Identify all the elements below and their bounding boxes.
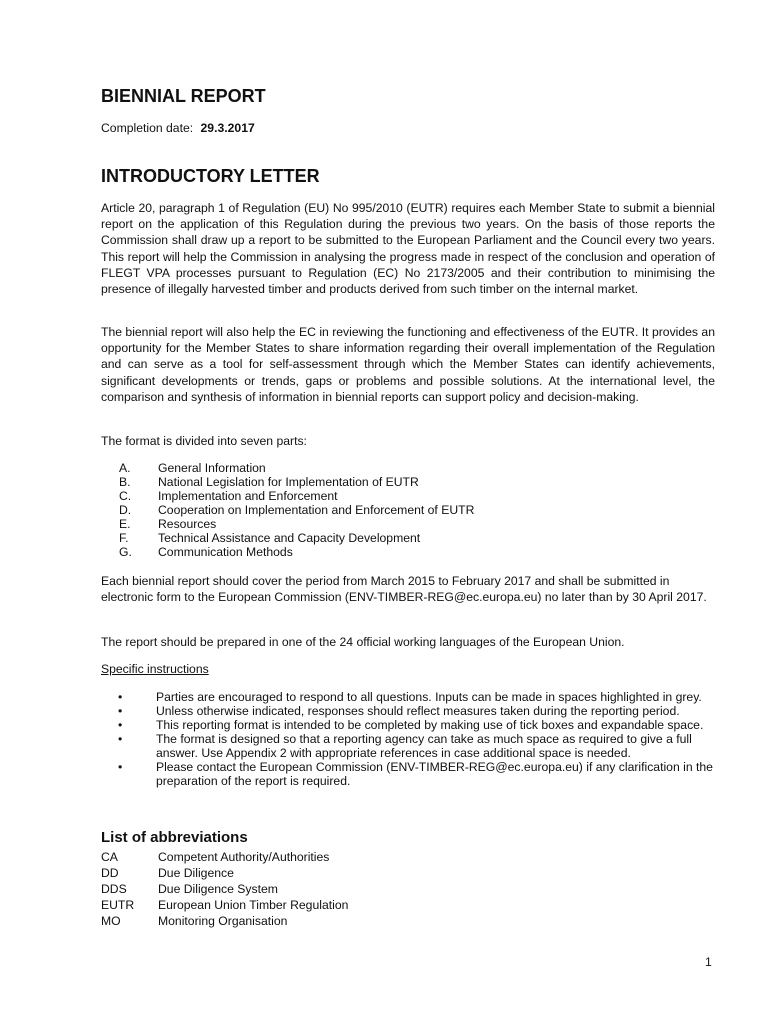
submission-paragraph: Each biennial report should cover the period from March 2015 to February 2017 and shall be submitted in electronic form to the European Commission (ENV-TIMBER-REG@ec.europa.eu) no later than by 30 April 2017. [101,574,707,605]
list-item [101,531,474,545]
bullet-icon: • [118,760,123,774]
part-text: Communication Methods [158,545,293,559]
completion-label: Completion date: [101,121,194,135]
bullet-icon: • [118,704,123,718]
abbreviations-list [101,849,348,929]
part-letter: B. [119,475,131,489]
parts-list [101,461,474,559]
completion-value: 29.3.2017 [200,121,255,135]
specific-instructions-heading: Specific instructions [101,662,209,676]
part-letter: E. [119,517,131,531]
part-text: Technical Assistance and Capacity Development [158,531,421,545]
instruction-text: This reporting format is intended to be completed by making use of tick boxes and expandable space. [155,718,704,732]
list-item [101,718,715,732]
introductory-letter-heading: INTRODUCTORY LETTER [101,166,320,186]
part-letter: C. [119,489,132,503]
format-intro: The format is divided into seven parts: [101,434,307,448]
abbr-code: DD [101,866,119,880]
instruction-text: The format is designed so that a reporting agency can take as much space as required to give a full answer. Use Appendix 2 with appropriate references in case additional space is needed. [155,732,692,760]
list-item [101,732,715,760]
completion-date [101,121,255,135]
abbr-code: DDS [101,882,127,896]
list-item [101,545,474,559]
part-letter: G. [119,545,132,559]
abbreviations-heading: List of abbreviations [101,829,248,846]
list-item [101,489,474,503]
list-item [101,475,474,489]
list-item [101,881,348,897]
abbr-meaning: Due Diligence System [158,882,278,896]
bullet-icon: • [118,732,123,746]
abbr-meaning: European Union Timber Regulation [158,898,349,912]
part-text: Cooperation on Implementation and Enforcement of EUTR [158,503,475,517]
abbr-code: CA [101,850,118,864]
list-item [101,461,474,475]
part-text: Resources [158,517,217,531]
part-text: General Information [158,461,266,475]
instruction-text: Parties are encouraged to respond to all questions. Inputs can be made in spaces highlighted in grey. [155,690,702,704]
abbr-code: MO [101,914,121,928]
part-text: Implementation and Enforcement [158,489,338,503]
instruction-text: Please contact the European Commission (ENV-TIMBER-REG@ec.europa.eu) if any clarification in the preparation of the report is required. [155,760,713,788]
part-letter: A. [119,461,131,475]
list-item [101,897,348,913]
part-letter: D. [119,503,132,517]
list-item [101,690,715,704]
language-paragraph: The report should be prepared in one of the 24 official working languages of the European Union. [101,635,625,649]
report-title: BIENNIAL REPORT [101,86,266,106]
list-item [101,913,348,929]
part-text: National Legislation for Implementation of EUTR [158,475,419,489]
abbr-meaning: Monitoring Organisation [158,914,288,928]
page-number: 1 [705,955,712,969]
bullet-icon: • [118,690,123,704]
part-letter: F. [119,531,129,545]
list-item [101,865,348,881]
instructions-list [101,690,715,788]
list-item [101,517,474,531]
intro-paragraph-2: The biennial report will also help the EC in reviewing the functioning and effectiveness of the EUTR. It provides an opportunity for the Member States to share information regarding their overall implementation of the Regulation and can serve as a tool for self-assessment through which the Member States can identify achievements, significant developments or trends, gaps or problems and possible solutions. At the international level, the comparison and synthesis of information in biennial reports can support policy and decision-making. [101,325,715,404]
abbr-meaning: Competent Authority/Authorities [158,850,330,864]
abbr-code: EUTR [101,898,135,912]
bullet-icon: • [118,718,123,732]
list-item [101,704,715,718]
list-item [101,849,348,865]
intro-paragraph-1: Article 20, paragraph 1 of Regulation (EU) No 995/2010 (EUTR) requires each Member State to submit a biennial report on the application of this Regulation during the previous two years. On the basis of those reports the Commission shall draw up a report to be submitted to the European Parliament and the Council every two years. This report will help the Commission in analysing the progress made in respect of the conclusion and operation of FLEGT VPA processes pursuant to Regulation (EC) No 2173/2005 and their contribution to minimising the presence of illegally harvested timber and products derived from such timber on the internal market. [101,201,715,297]
abbr-meaning: Due Diligence [158,866,234,880]
instruction-text: Unless otherwise indicated, responses should reflect measures taken during the reporting period. [155,704,680,718]
list-item [101,503,474,517]
list-item [101,760,715,788]
